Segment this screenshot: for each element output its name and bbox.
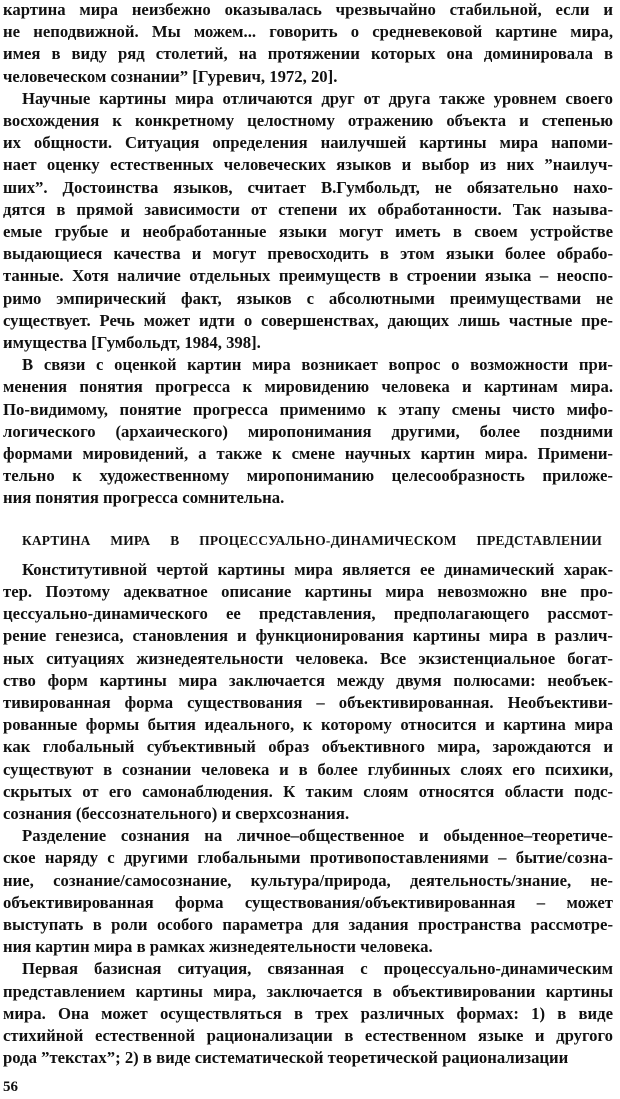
text-line: восхождения к конкретному целостному отражению объекта и степенью	[3, 111, 613, 130]
text-line: ших”. Достоинства языков, считает В.Гумбольдт, не обязательно нахо-	[3, 177, 613, 197]
text-line: не неподвижной. Мы можем... говорить о средневековой картине мира,	[3, 22, 613, 42]
text-line: существует. Речь может идти о совершенствах, дающих лишь частные пре-	[3, 310, 613, 330]
text-line: сознания (бессознательного) и сверхсознания.	[3, 804, 350, 823]
text-line: В связи с оценкой картин мира возникает вопрос о возможности при-	[22, 355, 613, 375]
text-line: ство форм картины мира заключается между двумя полюсами: необъек-	[3, 670, 613, 690]
text-line: Научные картины мира отличаются друг от друга также уровнем своего	[22, 88, 613, 108]
text-line: Первая базисная ситуация, связанная с процессуально-динамическим	[22, 959, 613, 979]
text-line: дятся в прямой зависимости от степени их обработанности. Так называ-	[3, 199, 613, 219]
text-line: ние, сознание/самосознание, культура/природа, деятельность/знание, не-	[3, 870, 613, 890]
text-line: формами мировидений, а также к смене научных картин мира. Примени-	[3, 444, 613, 463]
text-line: римо эмпирический факт, языков с абсолютными преимуществами не	[3, 288, 613, 308]
text-line: логического (архаического) миропонимания другими, более поздними	[3, 421, 613, 441]
text-line: их общности. Ситуация определения наилучшей картины мира напоми-	[3, 133, 613, 153]
text-line: представлением картины мира, заключается в объективировании картины	[3, 981, 613, 1001]
text-line: ское наряду с другими глобальными противопоставлениями – бытие/созна-	[3, 848, 613, 868]
text-line: ных ситуациях жизнедеятельности человека. Все экзистенциальное богат-	[3, 648, 613, 668]
page-number: 56	[3, 1079, 18, 1096]
section-heading: КАРТИНА МИРА В ПРОЦЕССУАЛЬНО-ДИНАМИЧЕСКОМ ПРЕДСТАВЛЕНИИ	[22, 532, 602, 548]
text-line: Разделение сознания на личное–общественное и обыденное–теоретиче-	[22, 826, 613, 846]
text-line: емые грубые и необработанные языки могут иметь в своем устройстве	[3, 222, 613, 241]
text-line: танные. Хотя наличие отдельных преимуществ в строении языка – неоспо-	[3, 266, 613, 286]
text-line: картина мира неизбежно оказывалась чрезвычайно стабильной, если и	[3, 0, 613, 19]
text-line: По-видимому, понятие прогресса применимо к этапу смены чисто мифо-	[3, 399, 613, 419]
text-line: существуют в сознании человека и в более глубинных слоях его психики,	[3, 759, 613, 779]
text-line: рованные формы бытия идеального, к которому относится и картина мира	[3, 715, 613, 735]
text-line: ния картин мира в рамках жизнедеятельности человека.	[3, 937, 433, 957]
text-line: выступать в роли особого параметра для задания пространства рассмотре-	[3, 915, 613, 934]
text-line: скрытых от его самонаблюдения. К таким слоям относятся области подс-	[3, 781, 613, 801]
text-line: как глобальный субъективный образ объективного мира, зарождаются и	[3, 737, 613, 757]
text-line: тивированная форма существования – объективированная. Необъективи-	[3, 693, 613, 712]
text-line: выдающиеся качества и могут превосходить в этом языки более обрабо-	[3, 244, 613, 264]
text-line: тельно к художественному миропониманию целесообразность приложе-	[3, 466, 613, 486]
text-line: человеческом сознании” [Гуревич, 1972, 20].	[3, 66, 338, 86]
text-line: имея в виду ряд столетий, на протяжении которых она доминировала в	[3, 44, 613, 64]
text-line: рода ”текстах”; 2) в виде систематической теоретической рационализации	[3, 1048, 569, 1068]
text-line: тер. Поэтому адекватное описание картины мира невозможно вне про-	[3, 582, 613, 601]
text-line: объективированная форма существования/объективированная – может	[3, 892, 613, 912]
text-line: имущества [Гумбольдт, 1984, 398].	[3, 333, 261, 352]
text-line: Конститутивной чертой картины мира является ее динамический харак-	[22, 559, 613, 579]
text-line: стихийной естественной рационализации в естественном языке и другого	[3, 1026, 613, 1045]
text-line: мира. Она может осуществляться в трех различных формах: 1) в виде	[3, 1003, 613, 1023]
text-line: цессуально-динамического ее представления, предполагающего рассмот-	[3, 604, 613, 624]
text-line: нает оценку естественных человеческих языков и выбор из них ”наилуч-	[3, 155, 613, 175]
text-line: менения понятия прогресса к мировидению человека и картинам мира.	[3, 377, 613, 397]
text-line: рение генезиса, становления и функционирования картины мира в различ-	[3, 626, 613, 646]
text-line: ния понятия прогресса сомнительна.	[3, 488, 285, 508]
